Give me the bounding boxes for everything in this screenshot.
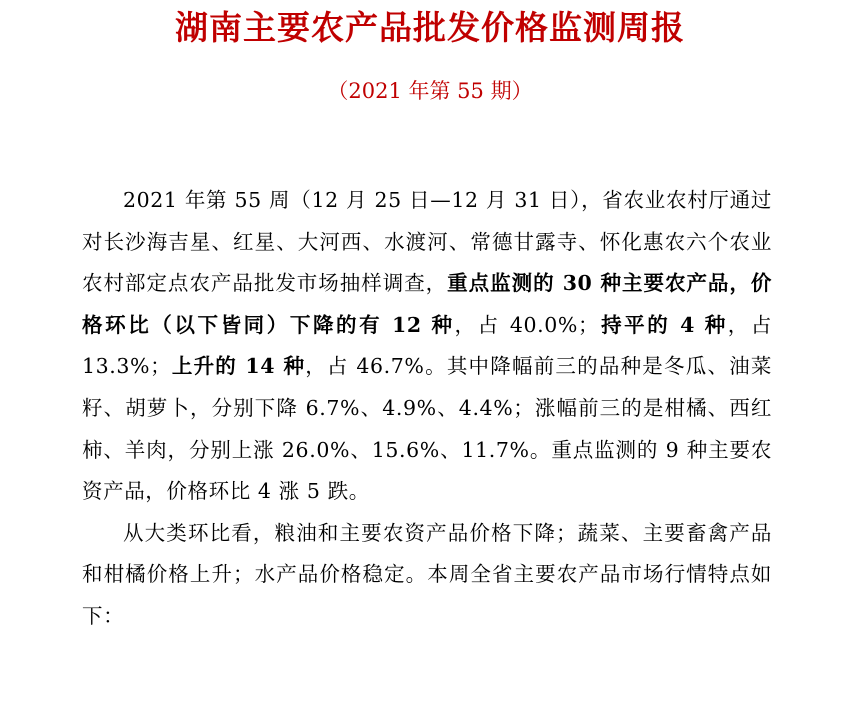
rise-count-bold-text: 上升的 14 种 [171, 354, 306, 379]
monitored-products-bold-text: 重点监测的 30 种主要农产品，价格环比（以下皆同）下降的有 12 种 [82, 271, 772, 337]
issue-number: （2021 年第 55 期） [327, 79, 533, 103]
decline-share-text: ，占 40.0%； [454, 312, 600, 337]
flat-share-text: ，占 13.3%； [82, 312, 772, 379]
summary-paragraph [82, 180, 772, 513]
report-body [82, 180, 772, 638]
paragraph-rest-text: ，占 46.7%。其中降幅前三的品种是冬瓜、油菜籽、胡萝卜，分别下降 6.7%、4.9%、4.4%；涨幅前三的是柑橘、西红柿、羊肉，分别上涨 26.0%、15.6%、11.7%。重点监测的 9 种主要农资产品，价格环比 4 涨 5 跌。 [82, 354, 772, 504]
category-paragraph: 从大类环比看，粮油和主要农资产品价格下降；蔬菜、主要畜禽产品和柑橘价格上升；水产品价格稳定。本周全省主要农产品市场行情特点如下： [82, 520, 772, 628]
report-title: 湖南主要农产品批发价格监测周报 [175, 8, 685, 47]
paragraph-intro-text: 2021 年第 55 周（12 月 25 日—12 月 31 日），省农业农村厅通过对长沙海吉星、红星、大河西、水渡河、常德甘露寺、怀化惠农六个农业农村部定点农产品批发市场抽样调查， [82, 188, 772, 296]
flat-count-bold-text: 持平的 4 种 [599, 312, 728, 337]
